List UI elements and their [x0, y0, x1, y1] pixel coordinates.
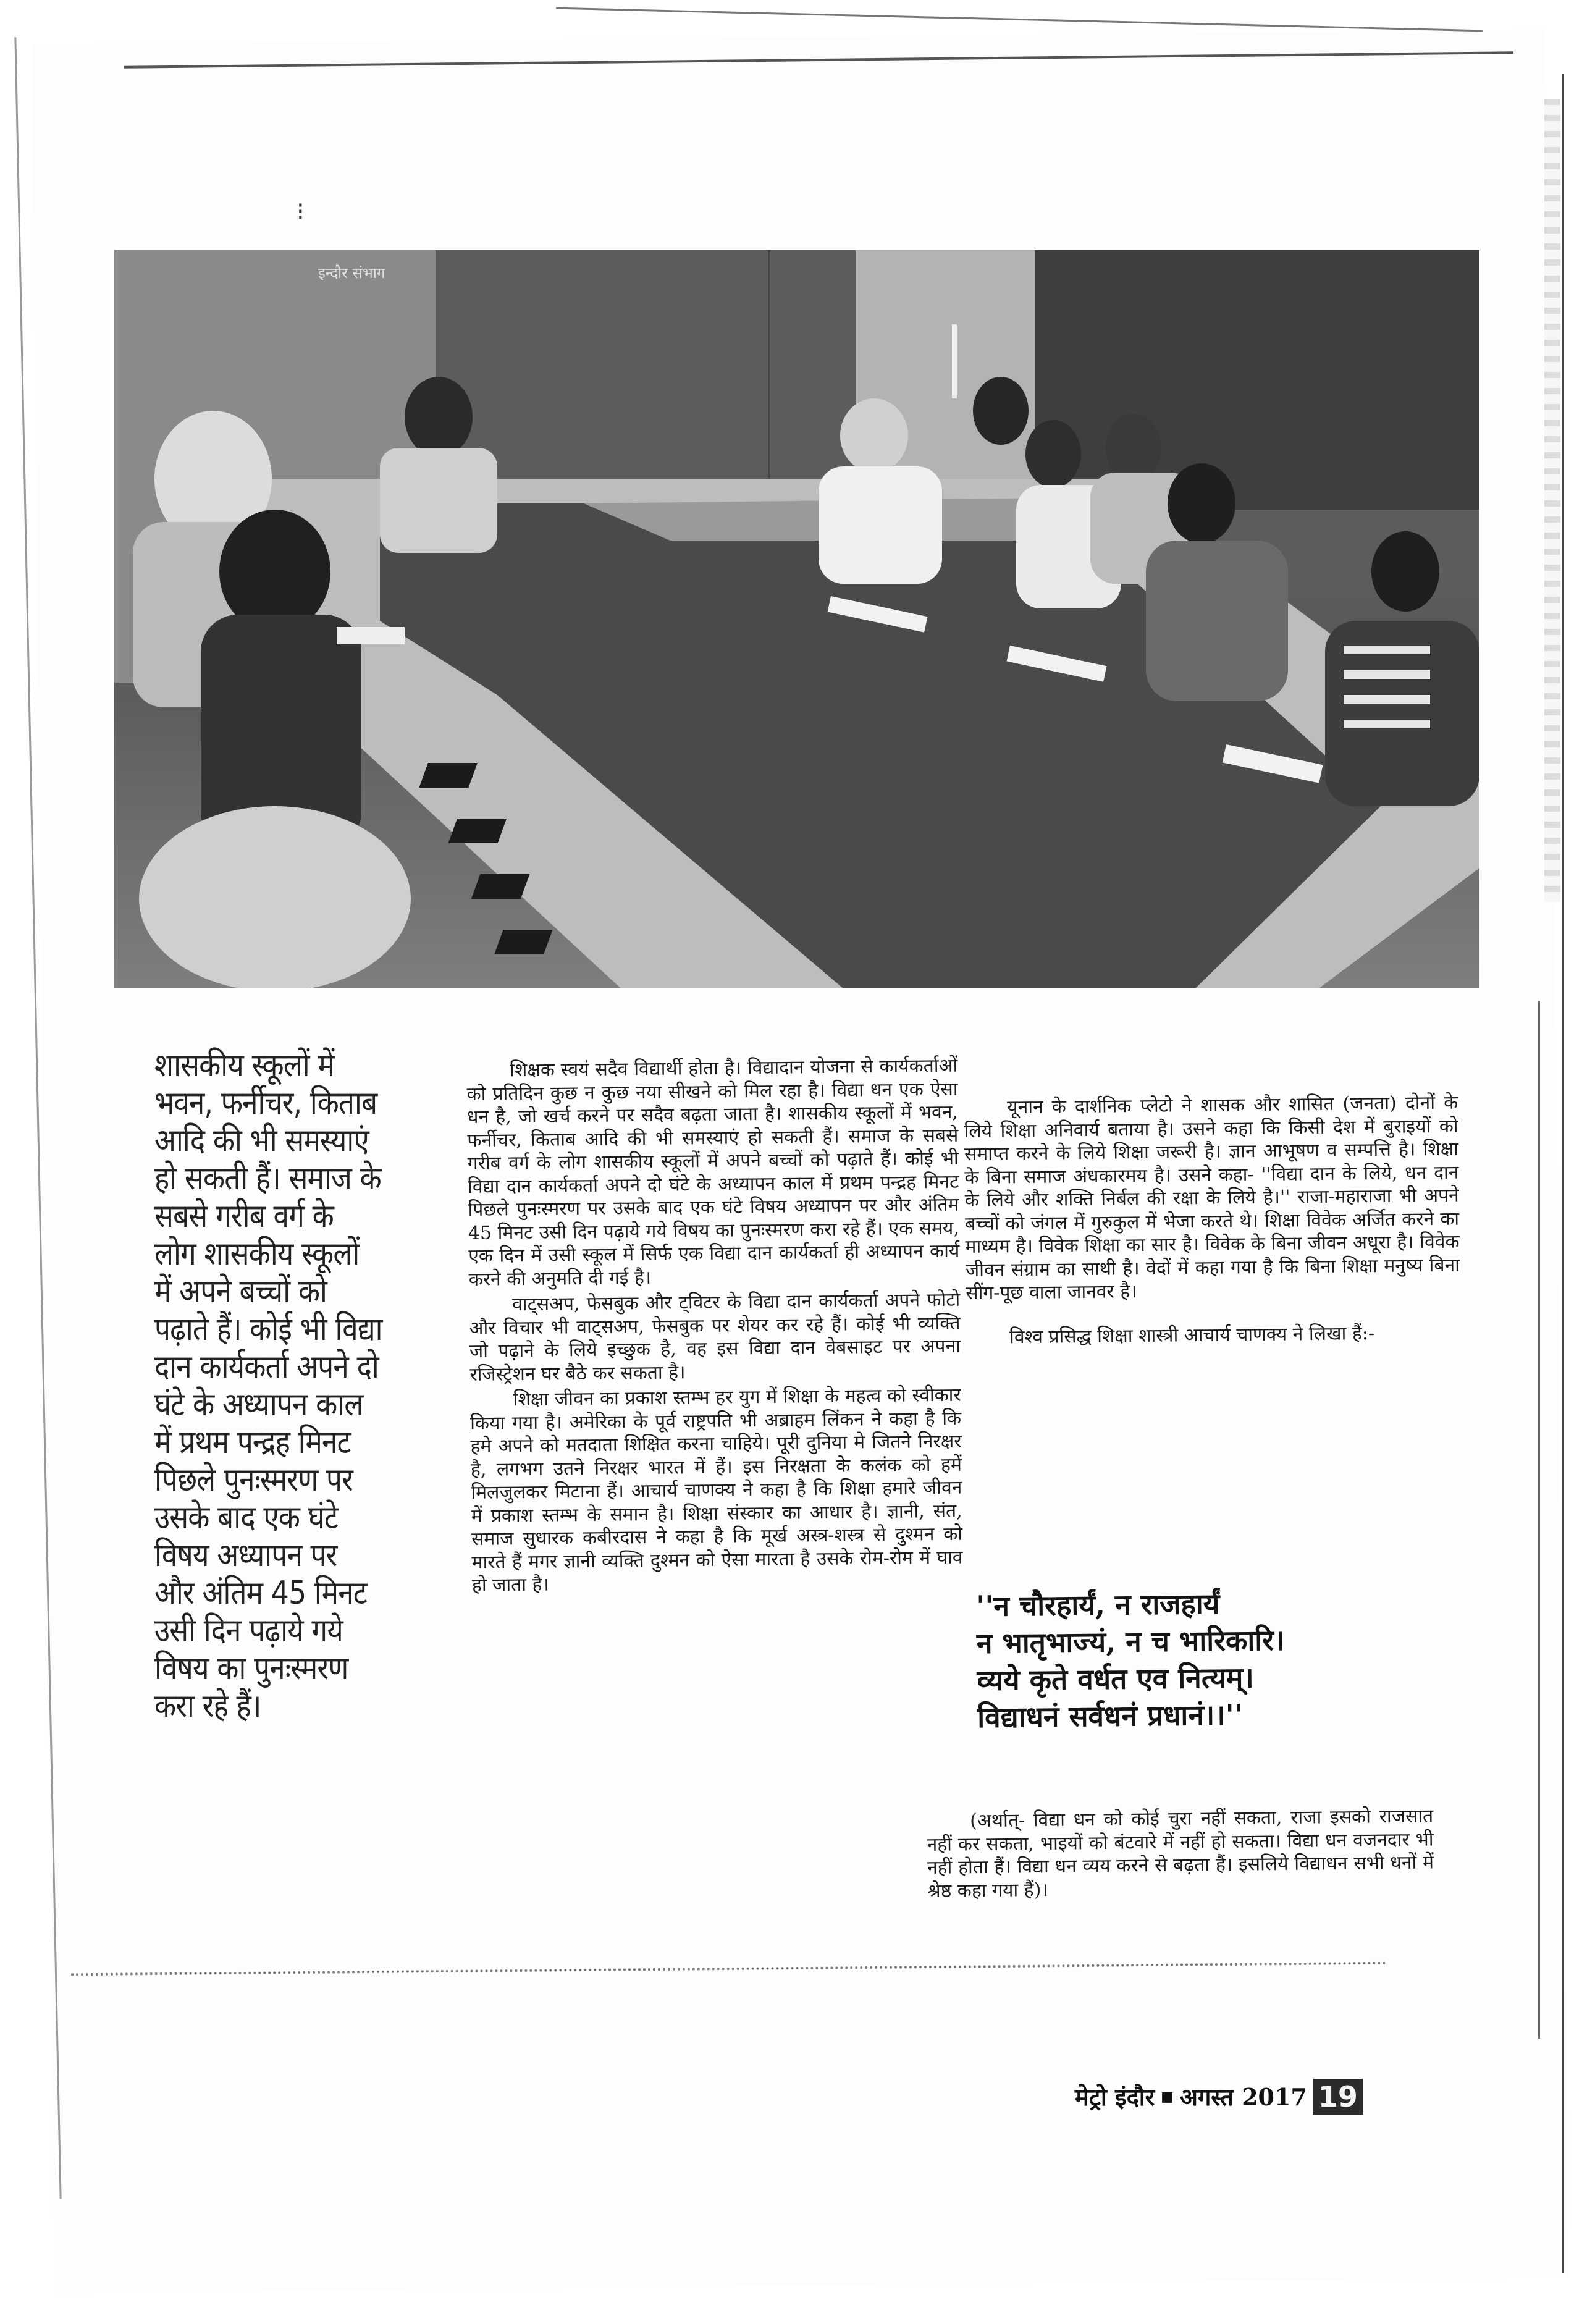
scan-speck: ⁝ — [297, 198, 305, 226]
page-number: 19 — [1313, 2079, 1363, 2115]
magazine-name: मेट्रो इंदौर — [1075, 2083, 1155, 2111]
issue-date: अगस्त 2017 — [1179, 2083, 1307, 2111]
separator-square-icon: ■ — [1161, 2089, 1174, 2105]
sanskrit-shloka — [976, 1583, 1447, 1736]
article-column-middle — [466, 1055, 963, 1600]
paragraph: विश्व प्रसिद्ध शिक्षा शास्त्री आचार्य चाणक्य ने लिखा हैं:- — [1009, 1322, 1375, 1348]
paragraph: वाट्सअप, फेसबुक और ट्विटर के विद्या दान कार्यकर्ता अपने फोटो और विचार भी वाट्सअप, फेसबुक पर शेयर कर रहे हैं। कोई भी व्यक्ति जो पढ़ाने के लिये इच्छुक है, वह इस विद्या दान वेबसाइट पर अपना रजिस्ट्रेशन घर बैठे कर सकता है। — [469, 1289, 961, 1386]
pull-quote: शासकीय स्कूलों में भवन, फर्नीचर, किताब आदि की भी समस्याएं हो सकती हैं। समाज के सबसे गरीब वर्ग के लोग शासकीय स्कूलों में अपने बच्चों को पढ़ाते हैं। कोई भी विद्या दान कार्यकर्ता अपने दो घंटे के अध्यापन काल में प्रथम पन्द्रह मिनट पिछले पुनःस्मरण पर उसके बाद एक घंटे विषय अध्यापन पर और अंतिम 45 मिनट उसी दिन पढ़ाये गये विषय का पुनःस्मरण करा रहे हैं। — [154, 1047, 382, 1725]
shloka-line: व्यये कृते वर्धत एव नित्यम्। — [977, 1661, 1255, 1697]
meeting-photo — [114, 250, 1479, 988]
shloka-line: विद्याधनं सर्वधनं प्रधानं।।'' — [977, 1698, 1244, 1734]
page-footer — [1075, 2079, 1363, 2115]
shloka-line: न भातृभाज्यं, न च भारिकारि। — [976, 1623, 1285, 1660]
paragraph: शिक्षक स्वयं सदैव विद्यार्थी होता है। विद्यादान योजना से कार्यकर्ताओं को प्रतिदिन कुछ न कुछ नया सीखने को मिल रहा है। विद्या धन एक ऐसा धन है, जो खर्च करने पर सदैव बढ़ता जाता है। शासकीय स्कूलों में भवन, फर्नीचर, किताब आदि की भी समस्याएं हो सकती हैं। समाज के सबसे गरीब वर्ग के लोग शासकीय स्कूलों में अपने बच्चों को पढ़ाते हैं। कोई भी विद्या दान कार्यकर्ता अपने दो घंटे के अध्यापन काल में प्रथम पन्द्रह मिनट पिछले पुनःस्मरण पर उसके बाद एक घंटे विषय अध्यापन पर और अंतिम 45 मिनट उसी दिन पढ़ाये गये विषय का पुनःस्मरण करा रहे हैं। एक समय, एक दिन में उसी स्कूल में सिर्फ एक विद्या दान कार्यकर्ता ही अध्यापन कार्य करने की अनुमति दी गई है। — [466, 1055, 960, 1290]
scan-shadow — [1544, 99, 1560, 902]
paragraph: शिक्षा जीवन का प्रकाश स्तम्भ हर युग में शिक्षा के महत्व को स्वीकार किया गया है। अमेरिका के पूर्व राष्ट्रपति भी अब्राहम लिंकन ने कहा है कि हमे अपने को मतदाता शिक्षित करना चाहिये। पूरी दुनिया मे जितने निरक्षर है, लगभग उतने निरक्षर भारत में हैं। इस निरक्षता के कलंक को हमें मिलजुलकर मिटाना हैं। आचार्य चाणक्य ने कहा है कि शिक्षा हमारे जीवन में प्रकाश स्तम्भ के समान है। शिक्षा संस्कार का आधार है। ज्ञानी, संत, समाज सुधारक कबीरदास ने कहा है कि मूर्ख अस्त्र-शस्त्र से दुश्मन को मारते हैं मगर ज्ञानी व्यक्ति दुश्मन को ऐसा मारता है उसके रोम-रोम में घाव हो जाता है। — [469, 1384, 963, 1596]
scan-edge-right — [1562, 74, 1564, 2273]
article-column-right — [964, 1092, 1460, 1352]
scan-edge-top-under — [556, 7, 1483, 32]
scan-edge-right-inner — [1538, 1001, 1540, 2039]
photo-credit: इन्दौर संभाग — [318, 264, 385, 282]
shloka-line: ''न चौरहार्यं, न राजहार्यं — [976, 1586, 1220, 1623]
paragraph: यूनान के दार्शनिक प्लेटो ने शासक और शासित (जनता) दोनों के लिये शिक्षा अनिवार्य बताया है। उसने कहा कि किसी देश में बुराइयों को समाप्त करने के लिये शिक्षा जरूरी है। ज्ञान आभूषण व सम्पत्ति है। शिक्षा के बिना समाज अंधकारमय है। उसने कहा- ''विद्या दान के लिये, धन दान के लिये और शक्ति निर्बल की रक्षा के लिये है।'' राजा-महाराजा भी अपने बच्चों को जंगल में गुरुकुल में भेजा करते थे। शिक्षा विवेक अर्जित करने का माध्यम है। विवेक शिक्षा का सार है। विवेक के बिना जीवन अधूरा है। विवेक जीवन संग्राम का साथी है। वेदों में कहा गया है कि बिना शिक्षा मनुष्य बिना सींग-पूछ वाला जानवर है। — [964, 1092, 1460, 1304]
meeting-photo-illustration — [114, 250, 1479, 988]
shloka-meaning: (अर्थात्- विद्या धन को कोई चुरा नहीं सकता, राजा इसको राजसात नहीं कर सकता, भाइयों को बंटवारे में नहीं हो सकता। विद्या धन वजनदार भी नहीं होता हैं। विद्या धन व्यय करने से बढ़ता हैं। इसलिये विद्याधन सभी धनों में श्रेष्ठ कहा गया हैं)। — [927, 1805, 1434, 1902]
